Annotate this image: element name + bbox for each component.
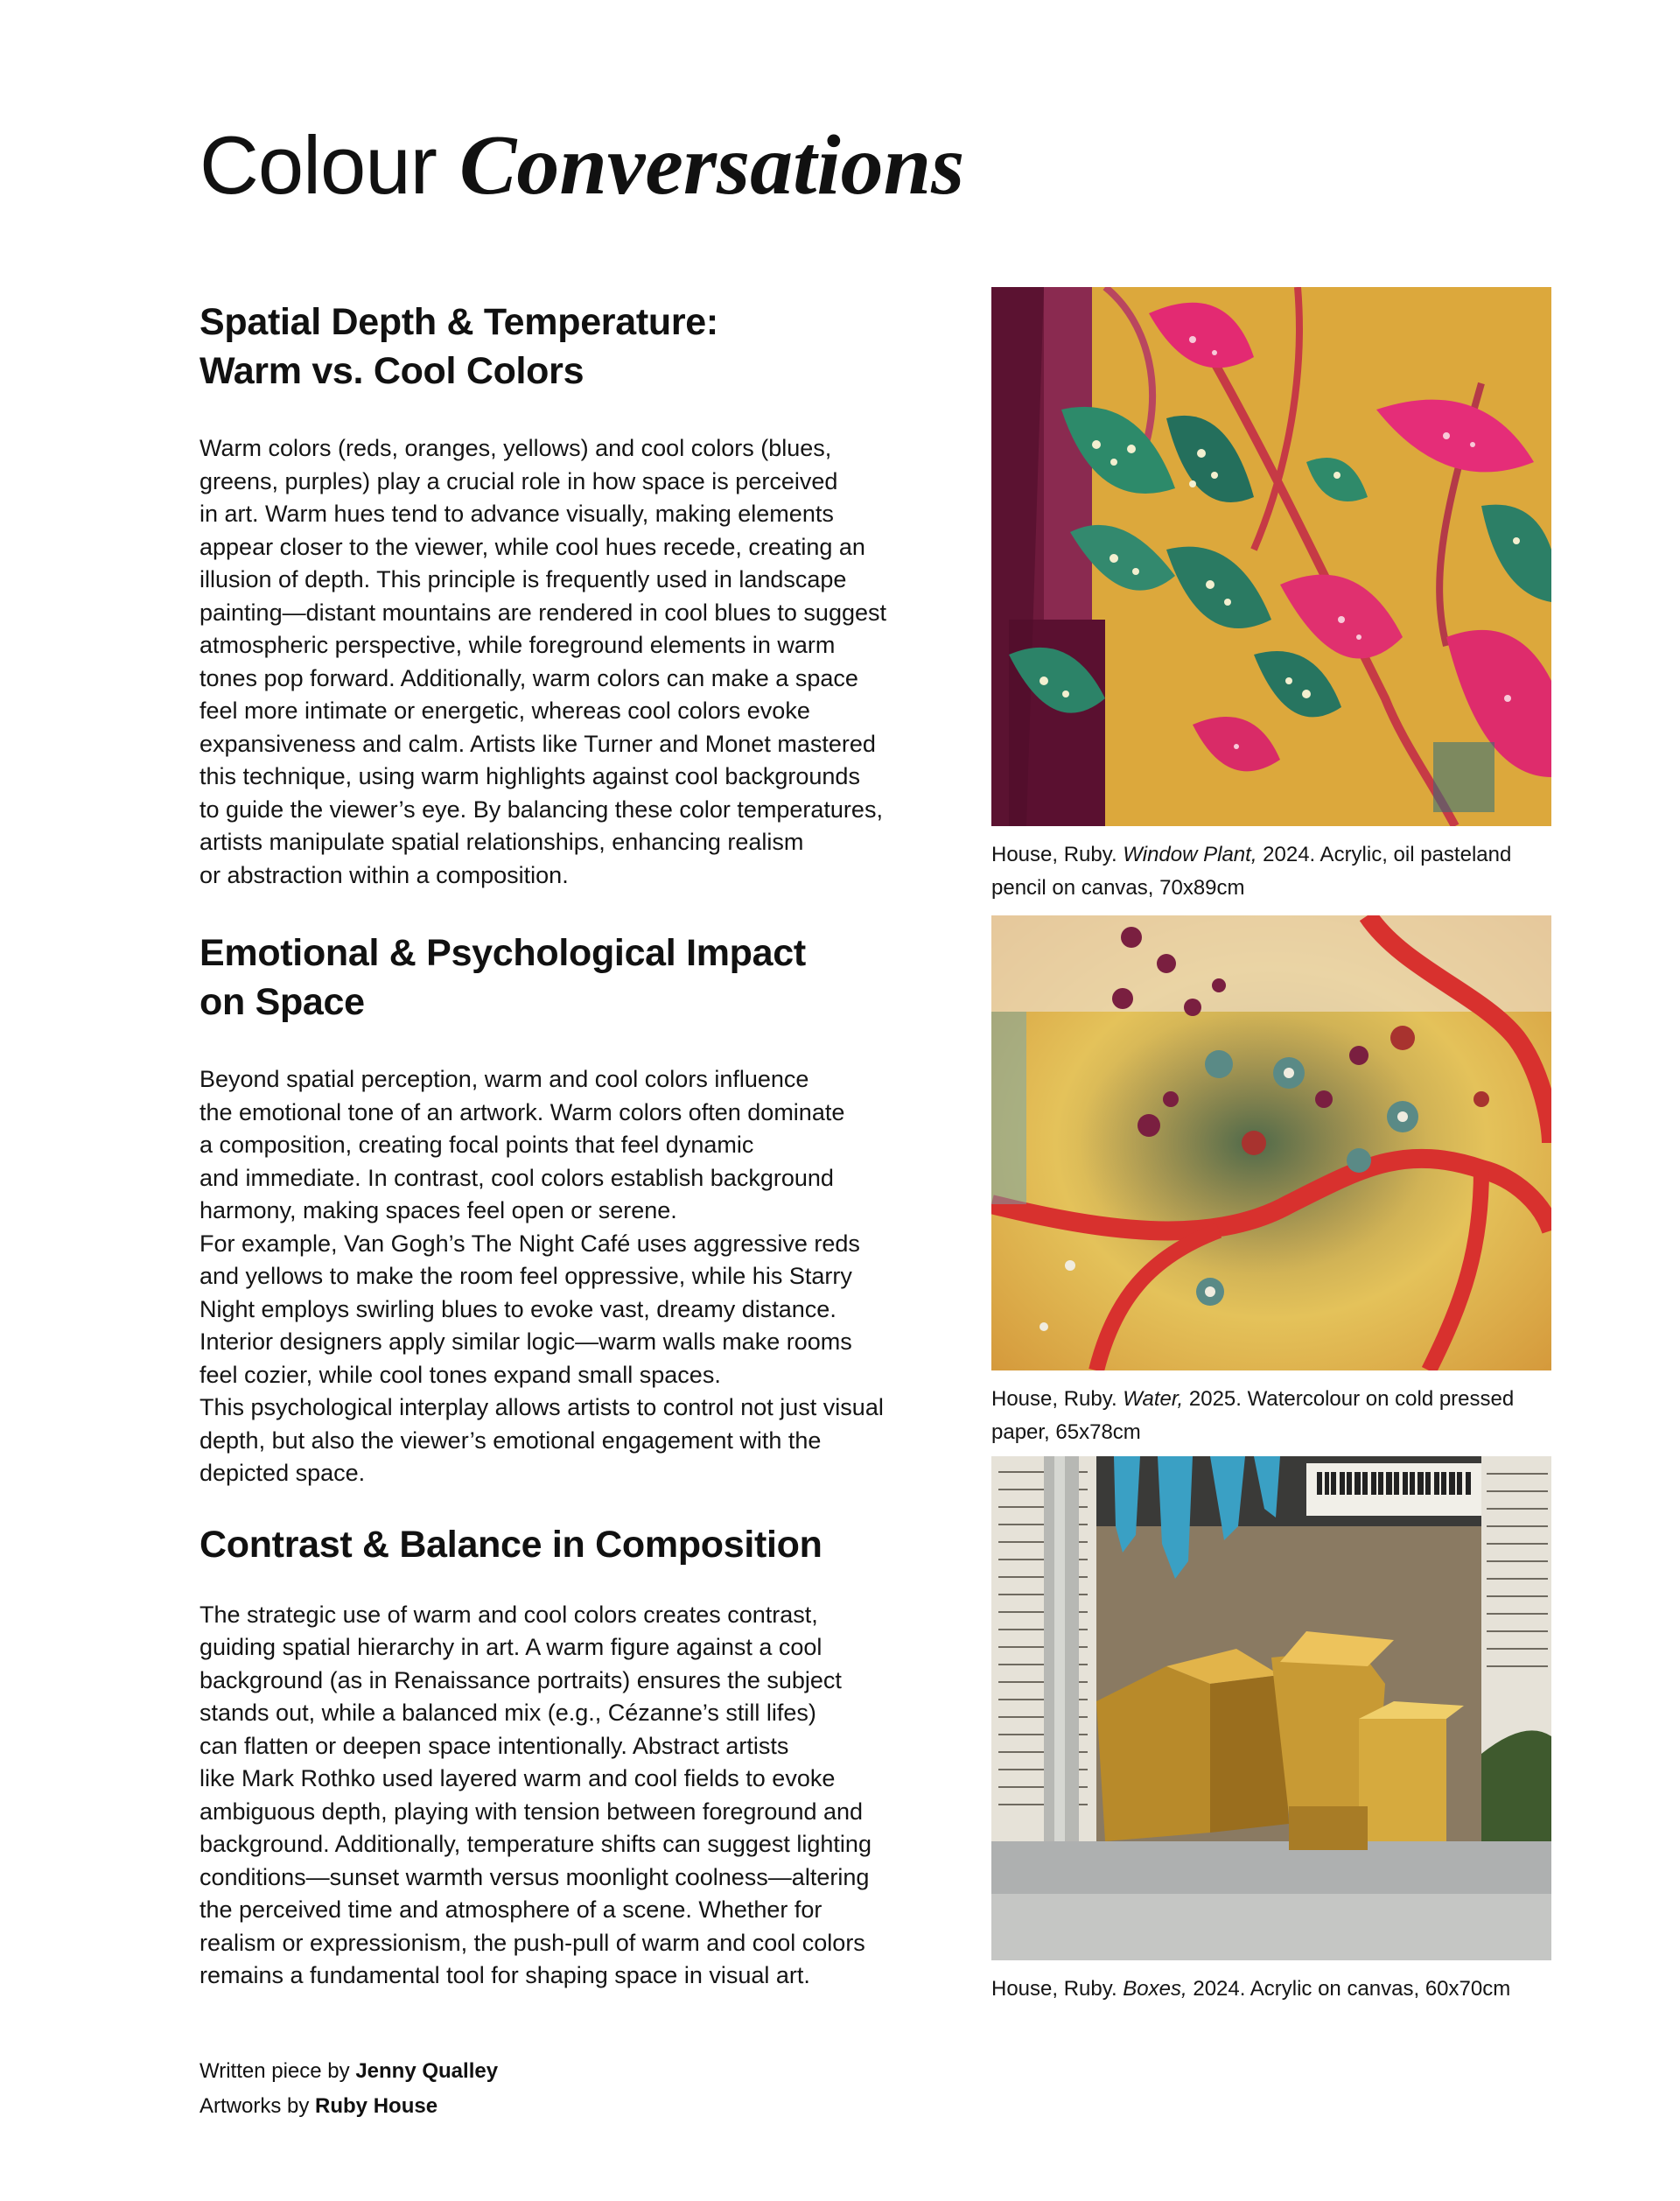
caption-details: 2024. Acrylic on canvas, 60x70cm: [1193, 1977, 1511, 2001]
body-line: background (as in Renaissance portraits) ensures the subject: [200, 1666, 842, 1693]
body-line: feel cozier, while cool tones expand small spaces.: [200, 1361, 721, 1388]
body-line: Beyond spatial perception, warm and cool colors influence: [200, 1066, 809, 1092]
page-title: [200, 118, 965, 213]
caption-title: Water,: [1123, 1387, 1184, 1411]
artwork-water: [991, 915, 1551, 1370]
body-line: the perceived time and atmosphere of a scene. Whether for: [200, 1896, 822, 1923]
body-line: appear closer to the viewer, while cool hues recede, creating an: [200, 533, 865, 560]
section-contrast-balance: [200, 1520, 952, 1993]
body-line: The strategic use of warm and cool colors creates contrast,: [200, 1601, 818, 1628]
artwork-column: [991, 287, 1551, 2006]
body-line: harmony, making spaces feel open or serene.: [200, 1197, 677, 1223]
artist-name: Ruby House: [315, 2093, 438, 2118]
article-column: [200, 298, 952, 2124]
body-line: the emotional tone of an artwork. Warm colors often dominate: [200, 1098, 845, 1125]
body-line: atmospheric perspective, while foreground elements in warm: [200, 632, 836, 658]
body-line: and immediate. In contrast, cool colors establish background: [200, 1164, 834, 1191]
body-line: expansiveness and calm. Artists like Turner and Monet mastered: [200, 730, 876, 757]
artwork-caption: [991, 1383, 1551, 1449]
body-line: guiding spatial hierarchy in art. A warm figure against a cool: [200, 1634, 822, 1660]
heading-line: on Space: [200, 981, 365, 1023]
writer-name: Jenny Qualley: [355, 2058, 499, 2083]
caption-artist: House, Ruby.: [991, 1387, 1117, 1411]
caption-details: 2024. Acrylic, oil pasteland: [1263, 843, 1512, 866]
artwork-caption: [991, 838, 1551, 905]
caption-artist: House, Ruby.: [991, 843, 1117, 866]
body-line: in art. Warm hues tend to advance visually, making elements: [200, 501, 834, 527]
body-line: artists manipulate spatial relationships, enhancing realism: [200, 829, 804, 855]
body-line: Warm colors (reds, oranges, yellows) and cool colors (blues,: [200, 435, 832, 461]
body-line: Night employs swirling blues to evoke vast, dreamy distance.: [200, 1295, 836, 1322]
section-body: [200, 1063, 952, 1490]
title-word-conversations: Conversations: [459, 118, 965, 213]
caption-title: Boxes,: [1123, 1977, 1187, 2001]
section-spatial-depth: [200, 298, 952, 892]
heading-line: Spatial Depth & Temperature:: [200, 301, 718, 343]
body-line: Interior designers apply similar logic—warm walls make rooms: [200, 1328, 852, 1355]
heading-line: Warm vs. Cool Colors: [200, 350, 584, 392]
title-word-colour: Colour: [200, 119, 437, 211]
body-line: or abstraction within a composition.: [200, 861, 569, 888]
boxes-painting: [991, 1456, 1551, 1960]
section-heading: [200, 929, 952, 1027]
body-line: painting—distant mountains are rendered in cool blues to suggest: [200, 599, 886, 626]
body-line: this technique, using warm highlights against cool backgrounds: [200, 763, 860, 789]
artist-credit: [200, 2089, 952, 2124]
artwork-window-plant: [991, 287, 1551, 826]
body-line: depicted space.: [200, 1460, 366, 1486]
caption-details: 2025. Watercolour on cold pressed: [1188, 1387, 1515, 1411]
body-line: tones pop forward. Additionally, warm colors can make a space: [200, 664, 858, 691]
section-heading: [200, 298, 952, 396]
body-line: to guide the viewer’s eye. By balancing these color temperatures,: [200, 796, 883, 823]
credits: [200, 2054, 952, 2124]
body-line: feel more intimate or energetic, whereas cool colors evoke: [200, 697, 810, 724]
water-painting: [991, 915, 1551, 1370]
artwork-boxes: [991, 1456, 1551, 1960]
caption-artist: House, Ruby.: [991, 1977, 1117, 2001]
body-line: depth, but also the viewer’s emotional engagement with the: [200, 1426, 822, 1454]
writer-credit: [200, 2054, 952, 2089]
section-heading: [200, 1520, 952, 1569]
section-emotional-impact: [200, 929, 952, 1490]
body-line: background. Additionally, temperature shifts can suggest lighting: [200, 1831, 872, 1857]
artwork-caption: [991, 1973, 1551, 2006]
body-line: like Mark Rothko used layered warm and cool fields to evoke: [200, 1765, 836, 1791]
writer-label: Written piece by: [200, 2058, 350, 2083]
body-line: and yellows to make the room feel oppressive, while his Starry: [200, 1263, 852, 1289]
body-line: For example, Van Gogh’s The Night Café uses aggressive reds: [200, 1230, 860, 1257]
body-line: illusion of depth. This principle is frequently used in landscape: [200, 566, 847, 592]
caption-details: pencil on canvas, 70x89cm: [991, 876, 1245, 900]
body-line: remains a fundamental tool for shaping space in visual art.: [200, 1962, 810, 1988]
body-line: a composition, creating focal points that feel dynamic: [200, 1132, 754, 1158]
section-body: [200, 432, 952, 892]
heading-line: Contrast & Balance in Composition: [200, 1523, 822, 1566]
body-line: realism or expressionism, the push-pull of warm and cool colors: [200, 1929, 865, 1956]
artist-label: Artworks by: [200, 2093, 310, 2118]
caption-details: paper, 65x78cm: [991, 1420, 1141, 1444]
window-plant-painting: [991, 287, 1551, 826]
body-line: can flatten or deepen space intentionally. Abstract artists: [200, 1732, 789, 1759]
section-body: [200, 1599, 952, 1993]
heading-line: Emotional & Psychological Impact: [200, 932, 806, 974]
caption-title: Window Plant,: [1123, 843, 1257, 866]
body-line: stands out, while a balanced mix (e.g., Cézanne’s still lifes): [200, 1700, 816, 1726]
body-line: ambiguous depth, playing with tension between foreground and: [200, 1798, 864, 1825]
body-line: greens, purples) play a crucial role in how space is perceived: [200, 467, 838, 494]
body-line: This psychological interplay allows artists to control not just visual: [200, 1394, 884, 1420]
body-line: conditions—sunset warmth versus moonlight coolness—altering: [200, 1863, 870, 1890]
